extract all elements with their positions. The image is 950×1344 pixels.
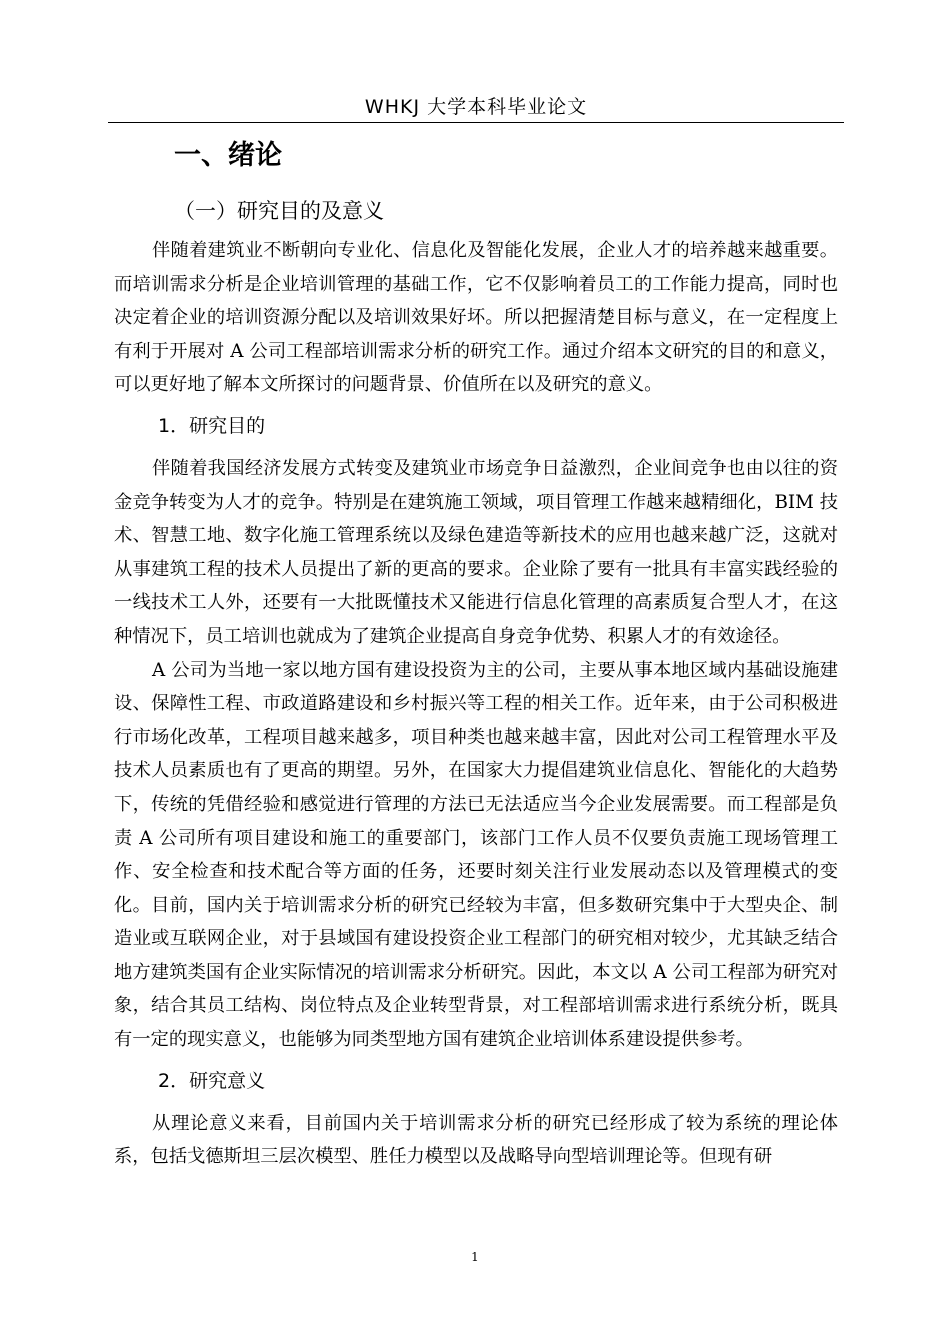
- subsection-title-purpose: 1．研究目的: [158, 414, 266, 437]
- subsection-title-significance: 2．研究意义: [158, 1069, 266, 1092]
- document-body: [114, 128, 838, 1174]
- section-title: （一）研究目的及意义: [174, 199, 384, 223]
- purpose-paragraph-2: A 公司为当地一家以地方国有建设投资为主的公司，主要从事本地区域内基础设施建设、保障性工程、市政道路建设和乡村振兴等工程的相关工作。近年来，由于公司积极进行市场化改革，工程项目越来越多，项目种类也越来越丰富，因此对公司工程管理水平及技术人员素质也有了更高的期望。另外，在国家大力提倡建筑业信息化、智能化的大趋势下，传统的凭借经验和感觉进行管理的方法已无法适应当今企业发展需要。而工程部是负责 A 公司所有项目建设和施工的重要部门，该部门工作人员不仅要负责施工现场管理工作、安全检查和技术配合等方面的任务，还要时刻关注行业发展动态以及管理模式的变化。目前，国内关于培训需求分析的研究已经较为丰富，但多数研究集中于大型央企、制造业或互联网企业，对于县域国有建设投资企业工程部门的研究相对较少，尤其缺乏结合地方建筑类国有企业实际情况的培训需求分析研究。因此，本文以 A 公司工程部为研究对象，结合其员工结构、岗位特点及企业转型背景，对工程部培训需求进行系统分析，既具有一定的现实意义，也能够为同类型地方国有建筑企业培训体系建设提供参考。: [114, 659, 838, 1051]
- section-intro-paragraph: 伴随着建筑业不断朝向专业化、信息化及智能化发展，企业人才的培养越来越重要。而培训需求分析是企业培训管理的基础工作，它不仅影响着员工的工作能力提高，同时也决定着企业的培训资源分配以及培训效果好坏。所以把握清楚目标与意义，在一定程度上有利于开展对 A 公司工程部培训需求分析的研究工作。通过介绍本文研究的目的和意义，可以更好地了解本文所探讨的问题背景、价值所在以及研究的意义。: [114, 240, 838, 396]
- chapter-title: 一、绪论: [174, 140, 282, 171]
- header-title: WHKJ 大学本科毕业论文: [364, 96, 588, 118]
- significance-paragraph-1: 从理论意义来看，目前国内关于培训需求分析的研究已经形成了较为系统的理论体系，包括戈德斯坦三层次模型、胜任力模型以及战略导向型培训理论等。但现有研: [114, 1112, 838, 1168]
- page-number: 1: [471, 1250, 479, 1264]
- purpose-paragraph-1: 伴随着我国经济发展方式转变及建筑业市场竞争日益激烈，企业间竞争也由以往的资金竞争转变为人才的竞争。特别是在建筑施工领域，项目管理工作越来越精细化，BIM 技术、智慧工地、数字化施工管理系统以及绿色建造等新技术的应用也越来越广泛，这就对从事建筑工程的技术人员提出了新的更高的要求。企业除了要有一批具有丰富实践经验的一线技术工人外，还要有一大批既懂技术又能进行信息化管理的高素质复合型人才，在这种情况下，员工培训也就成为了建筑企业提高自身竞争优势、积累人才的有效途径。: [114, 457, 838, 647]
- page-header: [108, 92, 844, 123]
